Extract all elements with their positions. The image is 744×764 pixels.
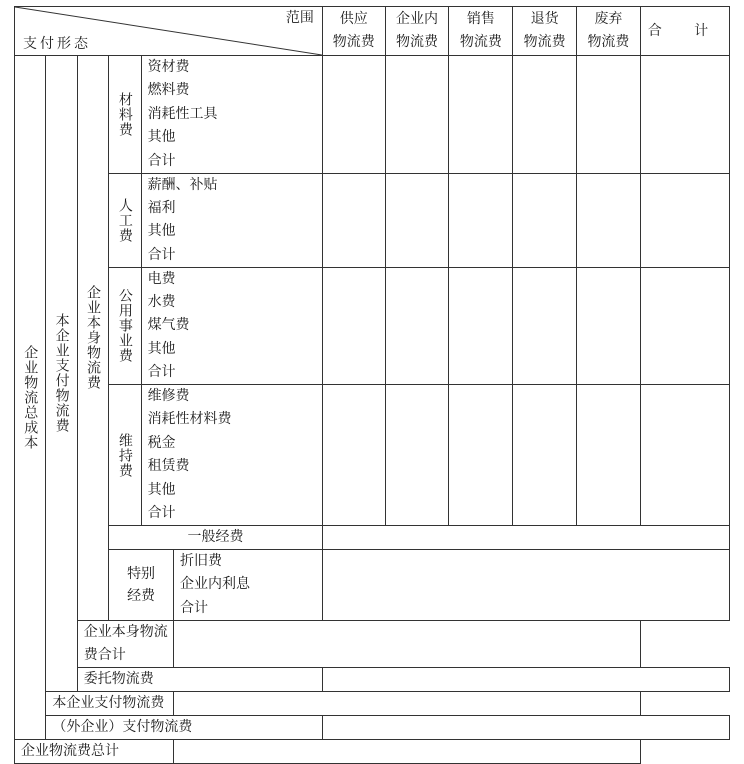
data-cell (513, 267, 577, 385)
maintenance-label: 维持费 (109, 385, 141, 526)
external-paid-label: （外企业）支付物流费 (46, 715, 322, 739)
data-row-span (173, 691, 640, 715)
payment-form-label: 支付形态 (23, 36, 91, 52)
item-label: 合计 (141, 150, 322, 174)
data-cell (640, 267, 729, 385)
data-cell (577, 267, 641, 385)
data-cell (385, 267, 449, 385)
consigned-label: 委托物流费 (77, 667, 322, 691)
col-header-disposal: 废弃 物流费 (577, 7, 641, 56)
grand-total-label: 企业物流费总计 (15, 739, 174, 763)
item-label: 合计 (141, 361, 322, 385)
data-cell (449, 173, 513, 267)
data-row-span (322, 526, 729, 550)
item-label: 薪酬、补贴 (141, 173, 322, 197)
range-label: 范围 (285, 10, 314, 26)
item-label: 其他 (141, 126, 322, 150)
labor-label: 人工费 (109, 173, 141, 267)
item-label: 水费 (141, 291, 322, 315)
col-header-internal: 企业内 物流费 (385, 7, 449, 56)
data-cell (640, 173, 729, 267)
item-label: 资材费 (141, 56, 322, 80)
own-paid-label: 本企业支付物流费 (46, 56, 77, 692)
utility-label: 公用事业费 (109, 267, 141, 385)
total-cost-label: 企业物流总成本 (15, 56, 46, 740)
data-cell (513, 173, 577, 267)
header-diagonal-cell (15, 7, 323, 56)
general-expense-label: 一般经费 (109, 526, 323, 550)
self-total-label: 企业本身物流费合计 (77, 620, 173, 667)
col-header-returns: 退货 物流费 (513, 7, 577, 56)
data-cell (322, 385, 385, 526)
data-cell (322, 173, 385, 267)
data-row-span (322, 667, 729, 691)
material-label: 材料费 (109, 56, 141, 174)
data-cell (322, 267, 385, 385)
item-label: 福利 (141, 197, 322, 221)
item-label: 消耗性材料费 (141, 408, 322, 432)
item-label: 煤气费 (141, 314, 322, 338)
data-cell (577, 385, 641, 526)
data-cell (449, 385, 513, 526)
data-row-span (322, 550, 729, 621)
special-expense-label: 特别经费 (109, 550, 174, 621)
data-cell (577, 56, 641, 174)
item-label: 合计 (141, 244, 322, 268)
data-cell (385, 173, 449, 267)
self-logistics-label: 企业本身物流费 (77, 56, 108, 621)
item-label: 合计 (141, 502, 322, 526)
item-label: 其他 (141, 338, 322, 362)
item-label: 税金 (141, 432, 322, 456)
item-label: 其他 (141, 220, 322, 244)
data-cell (449, 56, 513, 174)
item-label: 消耗性工具 (141, 103, 322, 127)
data-row-span (173, 739, 640, 763)
data-cell (449, 267, 513, 385)
data-cell (577, 173, 641, 267)
data-cell (513, 385, 577, 526)
item-label: 合计 (173, 597, 322, 621)
item-label: 企业内利息 (173, 573, 322, 597)
data-cell (513, 56, 577, 174)
item-label: 燃料费 (141, 79, 322, 103)
data-row-span (322, 715, 729, 739)
item-label: 电费 (141, 267, 322, 291)
data-cell (385, 56, 449, 174)
data-cell (640, 385, 729, 526)
own-paid-total-label: 本企业支付物流费 (46, 691, 174, 715)
data-cell (322, 56, 385, 174)
item-label: 租赁费 (141, 455, 322, 479)
col-header-sales: 销售 物流费 (449, 7, 513, 56)
item-label: 维修费 (141, 385, 322, 409)
logistics-cost-table (14, 6, 730, 764)
data-cell (385, 385, 449, 526)
col-header-supply: 供应 物流费 (322, 7, 385, 56)
data-cell (640, 56, 729, 174)
data-row-span (173, 620, 640, 667)
item-label: 折旧费 (173, 550, 322, 574)
col-header-total: 合 计 (640, 7, 729, 56)
item-label: 其他 (141, 479, 322, 503)
